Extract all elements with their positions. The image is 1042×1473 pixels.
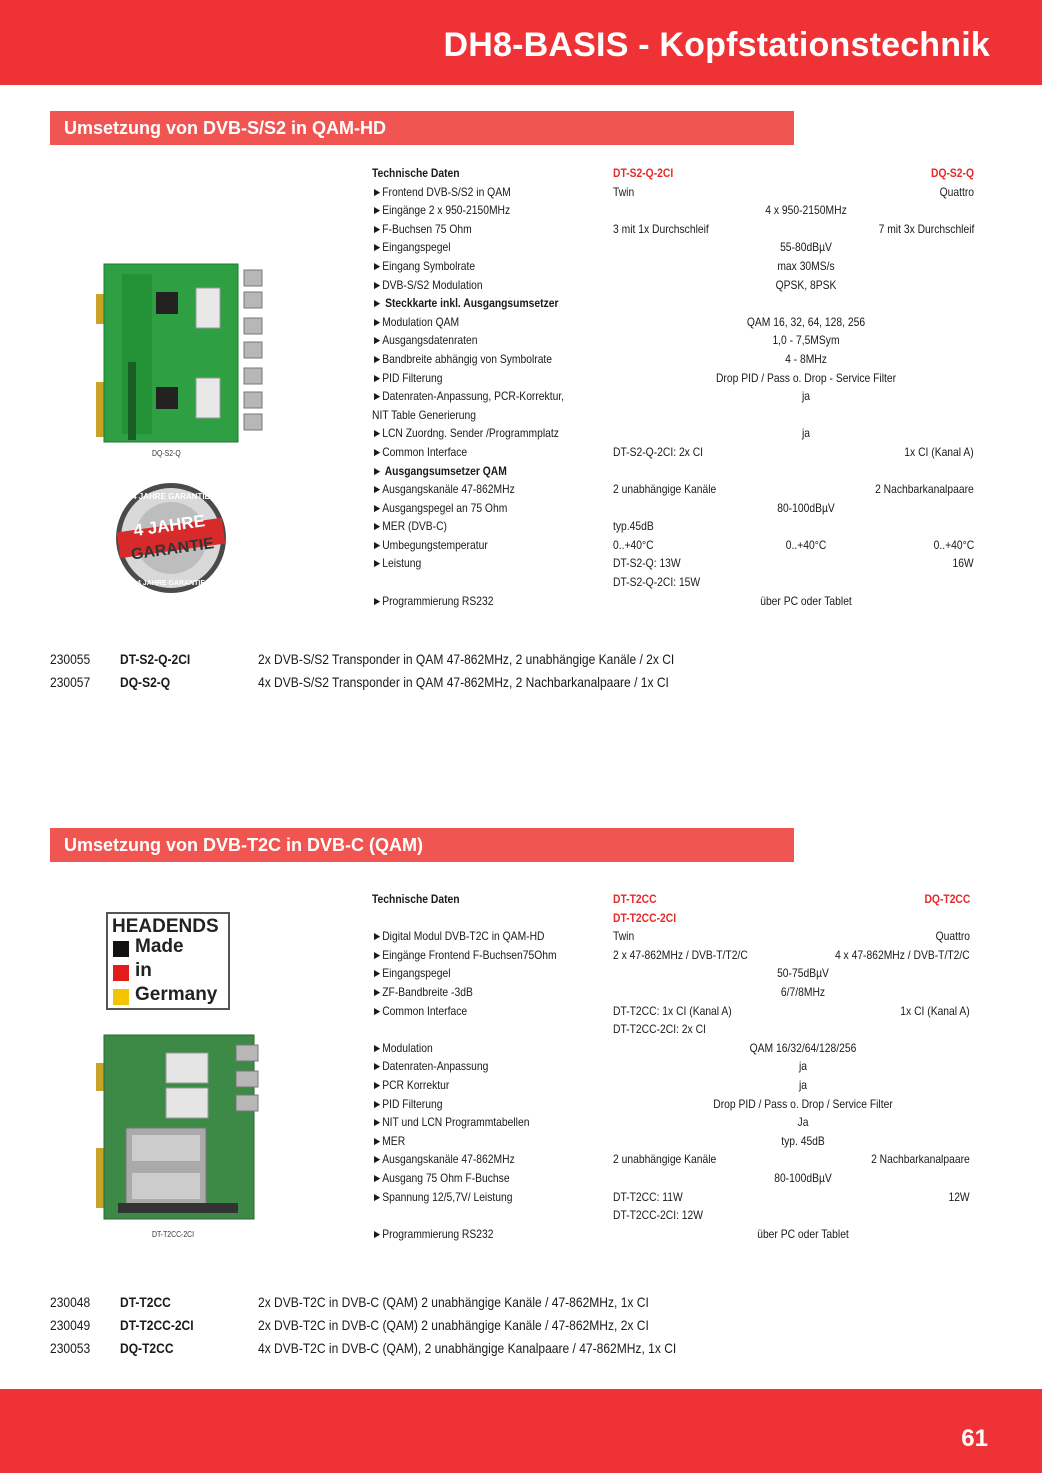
spec-value-shared: 6/7/8MHz [780, 984, 826, 999]
spec-row [372, 387, 976, 406]
badge-top-text: 4 JAHRE GARANTIE [132, 492, 210, 501]
product-description: 4x DVB-T2C in DVB-C (QAM), 2 unabhängige Kanalpaare / 47-862MHz, 1x CI [258, 1340, 677, 1356]
spec-label: ►Umbegungstemperatur [372, 537, 488, 552]
section-header-dvbs [50, 111, 794, 145]
spec-value-shared: 1,0 - 7,5MSym [772, 333, 840, 348]
page-footer [0, 1389, 1042, 1473]
spec-value-shared: QAM 16, 32, 64, 128, 256 [746, 314, 866, 329]
spec-value-twin: DT-T2CC: 1x CI (Kanal A) [613, 1003, 732, 1018]
spec-label: ►Digital Modul DVB-T2C in QAM-HD [372, 929, 545, 944]
spec-value-shared: Ja [797, 1115, 809, 1130]
spec-value-quattro: DQ-S2-Q [930, 166, 974, 180]
spec-row [372, 350, 976, 369]
spec-label: ►F-Buchsen 75 Ohm [372, 221, 472, 236]
spec-value-quattro: 2 Nachbarkanalpaare [871, 1152, 970, 1167]
spec-label: ►Eingangspegel [372, 966, 451, 981]
spec-label: ►Eingänge 2 x 950-2150MHz [372, 203, 511, 218]
spec-table-dvbs [372, 164, 976, 610]
spec-table-dvbt [372, 890, 972, 1243]
spec-value-shared: 80-100dBµV [777, 500, 835, 515]
spec-value-shared: typ. 45dB [781, 1133, 825, 1148]
spec-label: ►Ausgangskanäle 47-862MHz [372, 482, 515, 497]
spec-value-twin: DT-T2CC: 11W [613, 1189, 683, 1204]
product-name: DQ-T2CC [120, 1340, 174, 1356]
spec-value-shared: 80-100dBµV [774, 1170, 832, 1185]
spec-row [372, 554, 976, 573]
product-description: 2x DVB-T2C in DVB-C (QAM) 2 unabhängige Kanäle / 47-862MHz, 1x CI [258, 1294, 649, 1310]
spec-row [372, 1150, 972, 1169]
spec-row [372, 276, 976, 295]
product-name: DQ-S2-Q [120, 674, 171, 690]
spec-label: ►MER (DVB-C) [372, 519, 448, 534]
spec-value-twin: Twin [613, 184, 635, 199]
spec-row [372, 1225, 972, 1244]
product-name: DT-S2-Q-2CI [120, 651, 191, 667]
spec-label: ►Common Interface [372, 444, 468, 459]
spec-value-quattro: 16W [952, 556, 974, 571]
spec-label: ►Eingangspegel [372, 240, 451, 255]
spec-value-shared: über PC oder Tablet [760, 593, 852, 608]
spec-label: ►ZF-Bandbreite -3dB [372, 984, 473, 999]
spec-label: Technische Daten [372, 892, 460, 906]
spec-value-quattro: 1x CI (Kanal A) [900, 1003, 970, 1018]
spec-row [372, 1169, 972, 1188]
spec-value-twin: typ.45dB [613, 519, 654, 534]
board-caption: DT-T2CC-2CI [152, 1230, 195, 1239]
spec-row [372, 1206, 972, 1225]
spec-row [372, 592, 976, 611]
spec-row [372, 573, 976, 592]
spec-label: ► Ausgangsumsetzer QAM [372, 463, 507, 478]
spec-row [372, 201, 976, 220]
product-description: 4x DVB-S/S2 Transponder in QAM 47-862MHz, 2 Nachbarkanalpaare / 1x CI [258, 674, 669, 690]
spec-row [372, 313, 976, 332]
spec-value-twin: DT-T2CC [613, 892, 657, 906]
spec-label: ►Ausgang 75 Ohm F-Buchse [372, 1170, 510, 1185]
spec-row [372, 424, 976, 443]
spec-label: NIT Table Generierung [372, 407, 477, 422]
spec-row [372, 1057, 972, 1076]
spec-label: ►Leistung [372, 556, 422, 571]
spec-value-quattro: 12W [948, 1189, 970, 1204]
spec-label: ►Frontend DVB-S/S2 in QAM [372, 184, 511, 199]
spec-value-quattro: 7 mit 3x Durchschleif [878, 221, 974, 236]
spec-label: ►Modulation [372, 1040, 433, 1055]
badge-main-text: 4 JAHRE [132, 511, 207, 541]
spec-row [372, 238, 976, 257]
dt-t2cc-2ci-board-image [96, 1033, 271, 1223]
guarantee-badge-icon [108, 481, 234, 595]
spec-row [372, 443, 976, 462]
product-description: 2x DVB-S/S2 Transponder in QAM 47-862MHz, 2 unabhängige Kanäle / 2x CI [258, 651, 675, 667]
spec-row [372, 480, 976, 499]
product-name: DT-T2CC-2CI [120, 1317, 194, 1333]
spec-value-twin: Twin [613, 929, 635, 944]
gold-square-icon [113, 989, 129, 1005]
spec-label: ►Programmierung RS232 [372, 593, 494, 608]
spec-value-twin: DT-T2CC-2CI [613, 910, 677, 925]
spec-value-shared: ja [801, 426, 811, 441]
spec-row [372, 369, 976, 388]
spec-value-shared: über PC oder Tablet [757, 1226, 849, 1241]
spec-label: ►MER [372, 1133, 406, 1148]
spec-row [372, 1039, 972, 1058]
spec-value-twin: 2 unabhängige Kanäle [613, 482, 717, 497]
product-description: 2x DVB-T2C in DVB-C (QAM) 2 unabhängige Kanäle / 47-862MHz, 2x CI [258, 1317, 649, 1333]
spec-row [372, 1002, 972, 1021]
spec-row [372, 983, 972, 1002]
spec-value-quattro: DQ-T2CC [924, 892, 970, 906]
spec-row [372, 1095, 972, 1114]
spec-value-quattro: 0..+40°C [933, 537, 974, 552]
spec-row [372, 964, 972, 983]
spec-row [372, 294, 976, 313]
section-header-dvbt [50, 828, 794, 862]
logo-germany: Germany [135, 984, 218, 1005]
article-number: 230057 [50, 674, 91, 690]
spec-label: ► Steckkarte inkl. Ausgangsumsetzer [372, 296, 559, 311]
spec-value-twin: 2 unabhängige Kanäle [613, 1152, 717, 1167]
spec-row [372, 1132, 972, 1151]
spec-label: ►Eingang Symbolrate [372, 258, 476, 273]
spec-value-shared: ja [801, 389, 811, 404]
spec-row [372, 1113, 972, 1132]
section-title: Umsetzung von DVB-T2C in DVB-C (QAM) [64, 835, 423, 855]
spec-row [372, 406, 976, 425]
spec-label: ►Modulation QAM [372, 314, 460, 329]
spec-row [372, 1020, 972, 1039]
page-title: DH8-BASIS - Kopfstationstechnik [443, 26, 990, 64]
spec-row [372, 927, 972, 946]
spec-label: ►Spannung 12/5,7V/ Leistung [372, 1189, 513, 1204]
spec-row [372, 517, 976, 536]
black-square-icon [113, 941, 129, 957]
spec-label: ►PID Filterung [372, 1096, 443, 1111]
spec-label: ►LCN Zuordng. Sender /Programmplatz [372, 426, 559, 441]
article-number: 230049 [50, 1317, 91, 1333]
spec-value-quattro: 2 Nachbarkanalpaare [875, 482, 974, 497]
spec-row [372, 462, 976, 481]
spec-label: ►Eingänge Frontend F-Buchsen75Ohm [372, 947, 557, 962]
spec-value-twin: 2 x 47-862MHz / DVB-T/T2/C [613, 947, 748, 962]
spec-value-twin: DT-S2-Q-2CI: 2x CI [613, 444, 704, 459]
spec-value-twin: DT-S2-Q-2CI [613, 166, 674, 180]
article-number: 230048 [50, 1294, 91, 1310]
article-number: 230055 [50, 651, 91, 667]
spec-value-twin: 0..+40°C [613, 537, 654, 552]
spec-row [372, 890, 972, 909]
spec-row [372, 1076, 972, 1095]
spec-label: ►Ausgangspegel an 75 Ohm [372, 500, 508, 515]
spec-value-twin: DT-S2-Q: 13W [613, 556, 681, 571]
board-caption: DQ-S2-Q [152, 449, 181, 458]
spec-row [372, 536, 976, 555]
spec-label: ►Common Interface [372, 1003, 468, 1018]
spec-value-quattro: Quattro [939, 184, 974, 199]
page-header [0, 0, 1042, 85]
spec-label: ►NIT und LCN Programmtabellen [372, 1115, 530, 1130]
spec-row [372, 499, 976, 518]
spec-value-shared: Drop PID / Pass o. Drop / Service Filter [713, 1096, 893, 1111]
spec-label: ►PID Filterung [372, 370, 443, 385]
spec-value-shared: 55-80dBµV [780, 240, 832, 255]
spec-value-shared: 4 x 950-2150MHz [765, 203, 847, 218]
section-title: Umsetzung von DVB-S/S2 in QAM-HD [64, 118, 387, 138]
spec-value-quattro: 1x CI (Kanal A) [904, 444, 974, 459]
spec-value-shared: QPSK, 8PSK [775, 277, 837, 292]
spec-value-shared: Drop PID / Pass o. Drop - Service Filter [715, 370, 897, 385]
logo-title: HEADENDS [112, 916, 219, 937]
spec-value-shared: 4 - 8MHz [785, 351, 827, 366]
spec-value-shared: max 30MS/s [777, 258, 835, 273]
dq-s2-q-board-image [96, 262, 266, 446]
spec-row [372, 1188, 972, 1207]
spec-value-shared: 0..+40°C [785, 537, 827, 552]
spec-label: ►DVB-S/S2 Modulation [372, 277, 483, 292]
spec-value-twin: 3 mit 1x Durchschleif [613, 221, 709, 236]
page-number: 61 [961, 1425, 988, 1452]
spec-value-twin: DT-S2-Q-2CI: 15W [613, 575, 701, 590]
product-name: DT-T2CC [120, 1294, 171, 1310]
badge-bottom-text: 4 JAHRE GARANTIE [136, 580, 206, 587]
spec-row [372, 183, 976, 202]
spec-value-shared: ja [798, 1077, 808, 1092]
spec-value-shared: 50-75dBµV [777, 966, 829, 981]
badge-sub-text: GARANTIE [130, 535, 216, 564]
spec-label: ►Bandbreite abhängig von Symbolrate [372, 351, 553, 366]
spec-value-twin: DT-T2CC-2CI: 12W [613, 1208, 704, 1223]
spec-value-twin: DT-T2CC-2CI: 2x CI [613, 1022, 706, 1037]
spec-label: ►Ausgangskanäle 47-862MHz [372, 1152, 515, 1167]
spec-label: Technische Daten [372, 166, 460, 180]
red-square-icon [113, 965, 129, 981]
headends-made-in-germany-logo [106, 912, 230, 1010]
spec-row [372, 220, 976, 239]
spec-value-shared: ja [798, 1059, 808, 1074]
spec-label: ►Ausgangsdatenraten [372, 333, 478, 348]
spec-row [372, 164, 976, 183]
spec-row [372, 331, 976, 350]
spec-row [372, 909, 972, 928]
spec-label: ►PCR Korrektur [372, 1077, 450, 1092]
spec-value-quattro: Quattro [935, 929, 970, 944]
spec-value-shared: QAM 16/32/64/128/256 [749, 1040, 857, 1055]
spec-value-quattro: 4 x 47-862MHz / DVB-T/T2/C [835, 947, 970, 962]
spec-label: ►Programmierung RS232 [372, 1226, 494, 1241]
spec-label: ►Datenraten-Anpassung, PCR-Korrektur, [372, 389, 565, 404]
article-number: 230053 [50, 1340, 91, 1356]
logo-made: Made [135, 936, 184, 957]
spec-row [372, 257, 976, 276]
spec-label: ►Datenraten-Anpassung [372, 1059, 489, 1074]
spec-row [372, 946, 972, 965]
logo-in: in [135, 960, 152, 981]
